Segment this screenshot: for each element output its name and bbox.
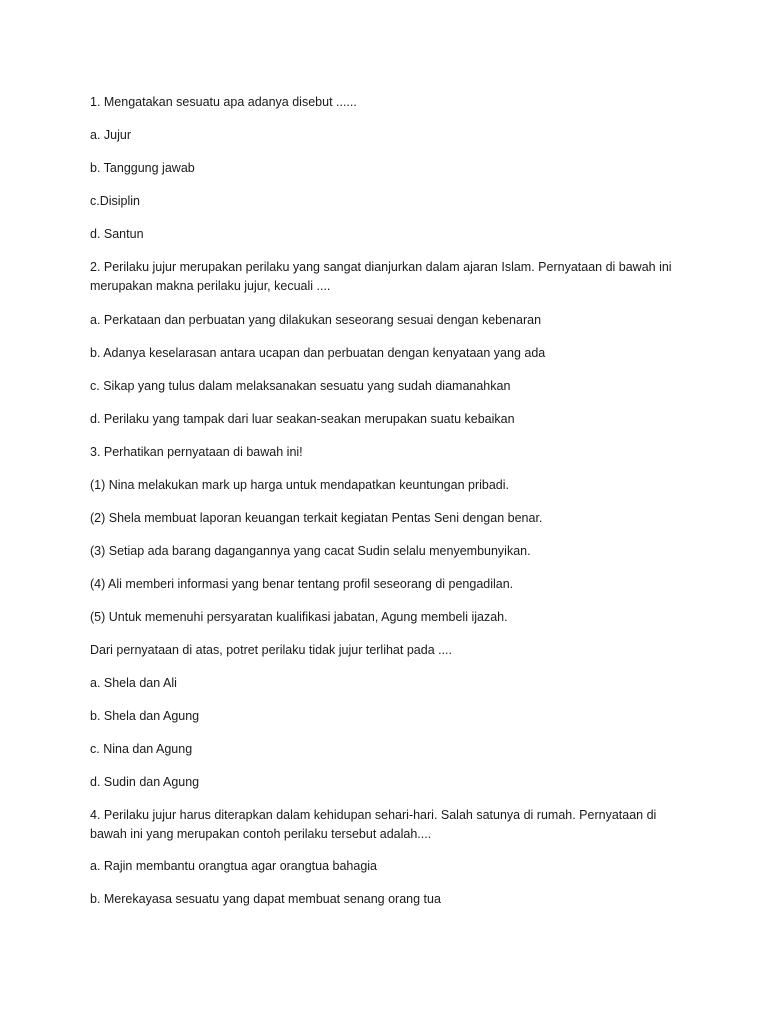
question-2: 2. Perilaku jujur merupakan perilaku yang sangat dianjurkan dalam ajaran Islam. Pernyataan di bawah ini merupakan makna perilaku jujur, kecuali .... — [90, 260, 672, 293]
q3-option-d: d. Sudin dan Agung — [90, 775, 200, 789]
question-1: 1. Mengatakan sesuatu apa adanya disebut ...... — [90, 95, 357, 109]
q3-option-a: a. Shela dan Ali — [90, 676, 177, 690]
q1-option-b: b. Tanggung jawab — [90, 161, 195, 175]
q3-option-c: c. Nina dan Agung — [90, 742, 193, 756]
q3-statement-3: (3) Setiap ada barang dagangannya yang cacat Sudin selalu menyembunyikan. — [90, 544, 531, 558]
q3-prompt: Dari pernyataan di atas, potret perilaku tidak jujur terlihat pada .... — [90, 643, 453, 657]
question-4: 4. Perilaku jujur harus diterapkan dalam kehidupan sehari-hari. Salah satunya di rumah. Pernyataan di bawah ini yang merupakan contoh perilaku tersebut adalah.... — [90, 808, 657, 841]
question-3: 3. Perhatikan pernyataan di bawah ini! — [90, 445, 303, 459]
q1-option-a: a. Jujur — [90, 128, 131, 142]
q2-option-a: a. Perkataan dan perbuatan yang dilakukan seseorang sesuai dengan kebenaran — [90, 313, 542, 327]
q2-option-d: d. Perilaku yang tampak dari luar seakan-seakan merupakan suatu kebaikan — [90, 412, 515, 426]
q3-statement-2: (2) Shela membuat laporan keuangan terkait kegiatan Pentas Seni dengan benar. — [90, 511, 543, 525]
q2-option-b: b. Adanya keselarasan antara ucapan dan perbuatan dengan kenyataan yang ada — [90, 346, 546, 360]
q3-statement-5: (5) Untuk memenuhi persyaratan kualifikasi jabatan, Agung membeli ijazah. — [90, 610, 508, 624]
q2-option-c: c. Sikap yang tulus dalam melaksanakan sesuatu yang sudah diamanahkan — [90, 379, 511, 393]
q1-option-d: d. Santun — [90, 227, 144, 241]
q3-option-b: b. Shela dan Agung — [90, 709, 200, 723]
q4-option-a: a. Rajin membantu orangtua agar orangtua bahagia — [90, 859, 378, 873]
q3-statement-1: (1) Nina melakukan mark up harga untuk mendapatkan keuntungan pribadi. — [90, 478, 510, 492]
q1-option-c: c.Disiplin — [90, 194, 141, 208]
q3-statement-4: (4) Ali memberi informasi yang benar tentang profil seseorang di pengadilan. — [90, 577, 514, 591]
q4-option-b: b. Merekayasa sesuatu yang dapat membuat senang orang tua — [90, 892, 441, 906]
